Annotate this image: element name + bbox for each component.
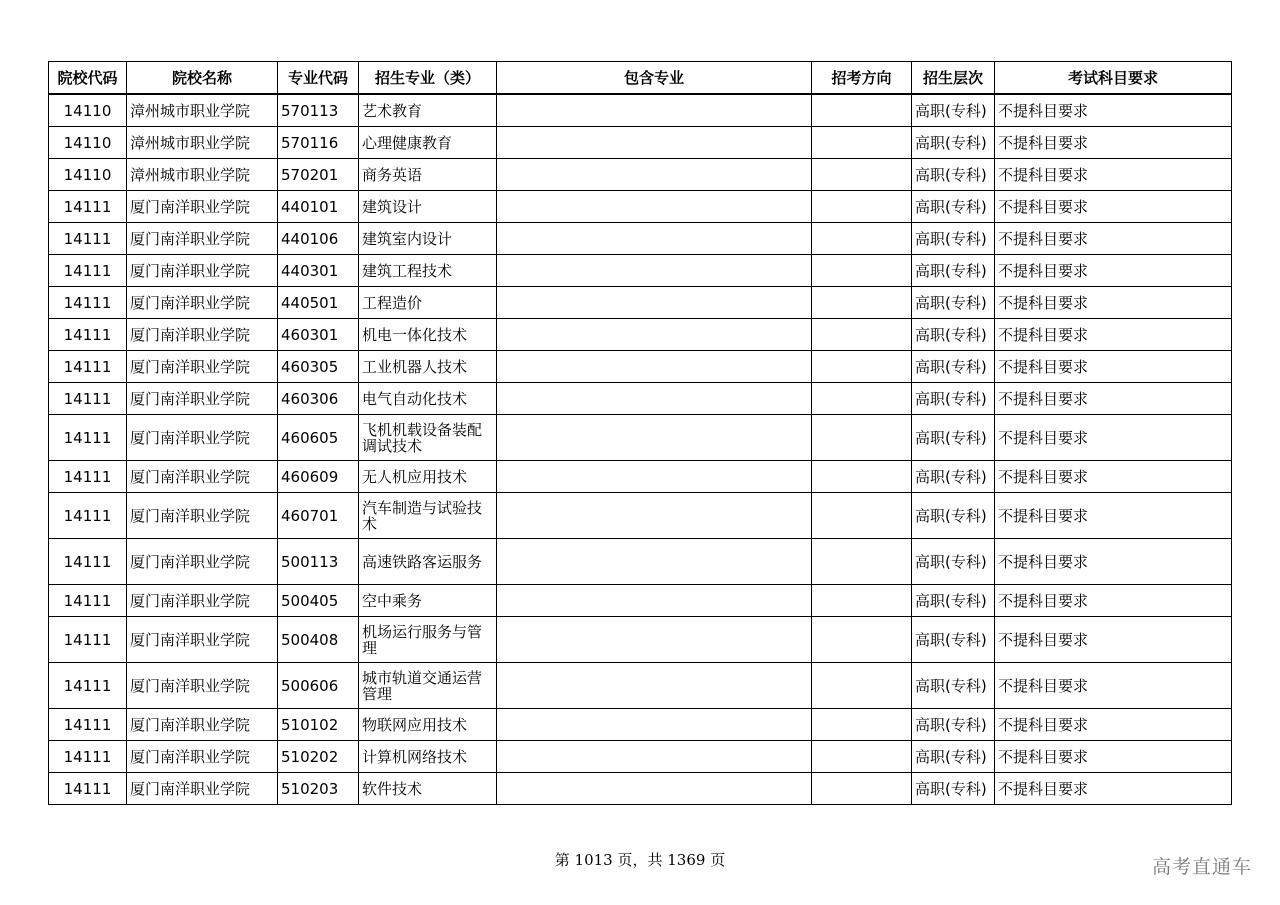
- cell-major-code: 460609: [278, 461, 359, 493]
- cell-exam-requirements: 不提科目要求: [995, 159, 1232, 191]
- cell-exam-requirements: 不提科目要求: [995, 539, 1232, 585]
- cell-level: 高职(专科): [912, 617, 995, 663]
- table-row: [49, 539, 1232, 585]
- cell-major: 无人机应用技术: [359, 461, 497, 493]
- cell-school-code: 14111: [49, 709, 127, 741]
- cell-level: 高职(专科): [912, 191, 995, 223]
- cell-level: 高职(专科): [912, 585, 995, 617]
- table-row: [49, 709, 1232, 741]
- cell-major-code: 460301: [278, 319, 359, 351]
- cell-school-code: 14111: [49, 585, 127, 617]
- cell-included-majors: [497, 255, 812, 287]
- header-level: 招生层次: [912, 62, 995, 95]
- cell-level: 高职(专科): [912, 383, 995, 415]
- cell-school-code: 14111: [49, 319, 127, 351]
- cell-school-name: 厦门南洋职业学院: [127, 493, 278, 539]
- cell-school-code: 14111: [49, 461, 127, 493]
- cell-direction: [812, 287, 912, 319]
- cell-major-code: 510102: [278, 709, 359, 741]
- table-row: [49, 191, 1232, 223]
- cell-school-name: 厦门南洋职业学院: [127, 223, 278, 255]
- cell-included-majors: [497, 351, 812, 383]
- cell-included-majors: [497, 127, 812, 159]
- cell-level: 高职(专科): [912, 94, 995, 127]
- cell-direction: [812, 461, 912, 493]
- cell-direction: [812, 773, 912, 805]
- cell-school-code: 14111: [49, 255, 127, 287]
- cell-major-code: 500405: [278, 585, 359, 617]
- cell-level: 高职(专科): [912, 741, 995, 773]
- cell-exam-requirements: 不提科目要求: [995, 255, 1232, 287]
- cell-major: 心理健康教育: [359, 127, 497, 159]
- cell-direction: [812, 351, 912, 383]
- table-row: [49, 493, 1232, 539]
- cell-major: 计算机网络技术: [359, 741, 497, 773]
- cell-exam-requirements: 不提科目要求: [995, 773, 1232, 805]
- table-row: [49, 351, 1232, 383]
- cell-direction: [812, 741, 912, 773]
- cell-included-majors: [497, 223, 812, 255]
- cell-major: 机场运行服务与管理: [359, 617, 497, 663]
- cell-school-code: 14111: [49, 191, 127, 223]
- cell-school-code: 14110: [49, 159, 127, 191]
- cell-major-code: 440501: [278, 287, 359, 319]
- table-row: [49, 127, 1232, 159]
- cell-included-majors: [497, 709, 812, 741]
- cell-level: 高职(专科): [912, 773, 995, 805]
- cell-major: 建筑设计: [359, 191, 497, 223]
- cell-major: 物联网应用技术: [359, 709, 497, 741]
- cell-exam-requirements: 不提科目要求: [995, 383, 1232, 415]
- cell-included-majors: [497, 287, 812, 319]
- cell-school-name: 厦门南洋职业学院: [127, 709, 278, 741]
- cell-school-code: 14111: [49, 617, 127, 663]
- cell-exam-requirements: 不提科目要求: [995, 191, 1232, 223]
- table-row: [49, 617, 1232, 663]
- cell-major-code: 460305: [278, 351, 359, 383]
- cell-direction: [812, 585, 912, 617]
- cell-level: 高职(专科): [912, 539, 995, 585]
- cell-school-name: 漳州城市职业学院: [127, 159, 278, 191]
- table-row: [49, 255, 1232, 287]
- cell-school-name: 厦门南洋职业学院: [127, 663, 278, 709]
- header-major-code: 专业代码: [278, 62, 359, 95]
- cell-included-majors: [497, 191, 812, 223]
- cell-exam-requirements: 不提科目要求: [995, 461, 1232, 493]
- cell-major-code: 570113: [278, 94, 359, 127]
- cell-level: 高职(专科): [912, 287, 995, 319]
- cell-included-majors: [497, 415, 812, 461]
- cell-school-name: 厦门南洋职业学院: [127, 287, 278, 319]
- table-row: [49, 773, 1232, 805]
- cell-level: 高职(专科): [912, 223, 995, 255]
- cell-included-majors: [497, 585, 812, 617]
- cell-exam-requirements: 不提科目要求: [995, 617, 1232, 663]
- cell-school-code: 14110: [49, 94, 127, 127]
- cell-exam-requirements: 不提科目要求: [995, 94, 1232, 127]
- cell-direction: [812, 159, 912, 191]
- cell-included-majors: [497, 319, 812, 351]
- cell-direction: [812, 415, 912, 461]
- cell-school-code: 14111: [49, 493, 127, 539]
- cell-exam-requirements: 不提科目要求: [995, 223, 1232, 255]
- cell-direction: [812, 383, 912, 415]
- cell-major-code: 500113: [278, 539, 359, 585]
- cell-major-code: 440301: [278, 255, 359, 287]
- cell-school-code: 14111: [49, 287, 127, 319]
- cell-major: 电气自动化技术: [359, 383, 497, 415]
- cell-exam-requirements: 不提科目要求: [995, 493, 1232, 539]
- watermark-logo: 高考直通车: [1151, 856, 1252, 878]
- cell-included-majors: [497, 539, 812, 585]
- cell-major-code: 440106: [278, 223, 359, 255]
- cell-major-code: 440101: [278, 191, 359, 223]
- cell-level: 高职(专科): [912, 493, 995, 539]
- cell-included-majors: [497, 94, 812, 127]
- cell-direction: [812, 223, 912, 255]
- cell-level: 高职(专科): [912, 461, 995, 493]
- cell-major-code: 570201: [278, 159, 359, 191]
- cell-school-name: 厦门南洋职业学院: [127, 741, 278, 773]
- cell-included-majors: [497, 741, 812, 773]
- cell-school-name: 厦门南洋职业学院: [127, 319, 278, 351]
- cell-school-code: 14111: [49, 415, 127, 461]
- cell-exam-requirements: 不提科目要求: [995, 585, 1232, 617]
- cell-school-code: 14111: [49, 539, 127, 585]
- cell-major-code: 500606: [278, 663, 359, 709]
- cell-major: 城市轨道交通运营管理: [359, 663, 497, 709]
- cell-major: 软件技术: [359, 773, 497, 805]
- table-row: [49, 94, 1232, 127]
- header-school-name: 院校名称: [127, 62, 278, 95]
- table-row: [49, 223, 1232, 255]
- cell-major-code: 510203: [278, 773, 359, 805]
- cell-direction: [812, 191, 912, 223]
- header-direction: 招考方向: [812, 62, 912, 95]
- cell-level: 高职(专科): [912, 415, 995, 461]
- cell-included-majors: [497, 773, 812, 805]
- cell-school-code: 14111: [49, 741, 127, 773]
- cell-level: 高职(专科): [912, 319, 995, 351]
- cell-major: 飞机机载设备装配调试技术: [359, 415, 497, 461]
- cell-major: 汽车制造与试验技术: [359, 493, 497, 539]
- cell-school-code: 14111: [49, 223, 127, 255]
- table-row: [49, 287, 1232, 319]
- cell-level: 高职(专科): [912, 663, 995, 709]
- cell-school-code: 14111: [49, 773, 127, 805]
- cell-included-majors: [497, 493, 812, 539]
- cell-school-name: 厦门南洋职业学院: [127, 585, 278, 617]
- cell-level: 高职(专科): [912, 351, 995, 383]
- cell-school-name: 厦门南洋职业学院: [127, 773, 278, 805]
- page-number: 第 1013 页，共 1369 页: [554, 851, 726, 869]
- cell-major-code: 500408: [278, 617, 359, 663]
- cell-exam-requirements: 不提科目要求: [995, 741, 1232, 773]
- cell-direction: [812, 493, 912, 539]
- cell-major: 空中乘务: [359, 585, 497, 617]
- cell-major-code: 510202: [278, 741, 359, 773]
- cell-major: 建筑工程技术: [359, 255, 497, 287]
- cell-school-code: 14110: [49, 127, 127, 159]
- cell-exam-requirements: 不提科目要求: [995, 127, 1232, 159]
- header-row: [49, 62, 1232, 95]
- cell-exam-requirements: 不提科目要求: [995, 351, 1232, 383]
- cell-direction: [812, 617, 912, 663]
- cell-included-majors: [497, 663, 812, 709]
- cell-included-majors: [497, 461, 812, 493]
- cell-major: 高速铁路客运服务: [359, 539, 497, 585]
- table-row: [49, 159, 1232, 191]
- cell-major: 艺术教育: [359, 94, 497, 127]
- cell-exam-requirements: 不提科目要求: [995, 319, 1232, 351]
- cell-major: 工业机器人技术: [359, 351, 497, 383]
- cell-school-name: 厦门南洋职业学院: [127, 255, 278, 287]
- cell-school-name: 厦门南洋职业学院: [127, 383, 278, 415]
- cell-direction: [812, 319, 912, 351]
- header-included-majors: 包含专业: [497, 62, 812, 95]
- table-row: [49, 663, 1232, 709]
- cell-level: 高职(专科): [912, 159, 995, 191]
- cell-direction: [812, 94, 912, 127]
- cell-major: 建筑室内设计: [359, 223, 497, 255]
- cell-major: 商务英语: [359, 159, 497, 191]
- table-row: [49, 741, 1232, 773]
- cell-exam-requirements: 不提科目要求: [995, 663, 1232, 709]
- cell-school-code: 14111: [49, 351, 127, 383]
- cell-exam-requirements: 不提科目要求: [995, 287, 1232, 319]
- cell-school-name: 漳州城市职业学院: [127, 94, 278, 127]
- cell-school-name: 厦门南洋职业学院: [127, 191, 278, 223]
- table-body: [49, 94, 1232, 805]
- table-row: [49, 461, 1232, 493]
- cell-included-majors: [497, 383, 812, 415]
- cell-school-name: 厦门南洋职业学院: [127, 539, 278, 585]
- cell-major-code: 460306: [278, 383, 359, 415]
- cell-major-code: 460701: [278, 493, 359, 539]
- table-row: [49, 585, 1232, 617]
- table-row: [49, 415, 1232, 461]
- table-row: [49, 383, 1232, 415]
- header-exam-requirements: 考试科目要求: [995, 62, 1232, 95]
- cell-major: 工程造价: [359, 287, 497, 319]
- cell-direction: [812, 127, 912, 159]
- cell-school-code: 14111: [49, 663, 127, 709]
- cell-included-majors: [497, 617, 812, 663]
- cell-school-name: 漳州城市职业学院: [127, 127, 278, 159]
- header-major: 招生专业（类）: [359, 62, 497, 95]
- cell-direction: [812, 709, 912, 741]
- table-row: [49, 319, 1232, 351]
- cell-school-name: 厦门南洋职业学院: [127, 617, 278, 663]
- cell-level: 高职(专科): [912, 709, 995, 741]
- cell-level: 高职(专科): [912, 255, 995, 287]
- cell-direction: [812, 539, 912, 585]
- cell-school-name: 厦门南洋职业学院: [127, 461, 278, 493]
- cell-school-code: 14111: [49, 383, 127, 415]
- header-school-code: 院校代码: [49, 62, 127, 95]
- cell-level: 高职(专科): [912, 127, 995, 159]
- cell-exam-requirements: 不提科目要求: [995, 415, 1232, 461]
- cell-school-name: 厦门南洋职业学院: [127, 415, 278, 461]
- cell-major-code: 460605: [278, 415, 359, 461]
- admissions-table: [48, 61, 1232, 805]
- cell-exam-requirements: 不提科目要求: [995, 709, 1232, 741]
- cell-included-majors: [497, 159, 812, 191]
- cell-major-code: 570116: [278, 127, 359, 159]
- cell-major: 机电一体化技术: [359, 319, 497, 351]
- cell-direction: [812, 663, 912, 709]
- cell-school-name: 厦门南洋职业学院: [127, 351, 278, 383]
- cell-direction: [812, 255, 912, 287]
